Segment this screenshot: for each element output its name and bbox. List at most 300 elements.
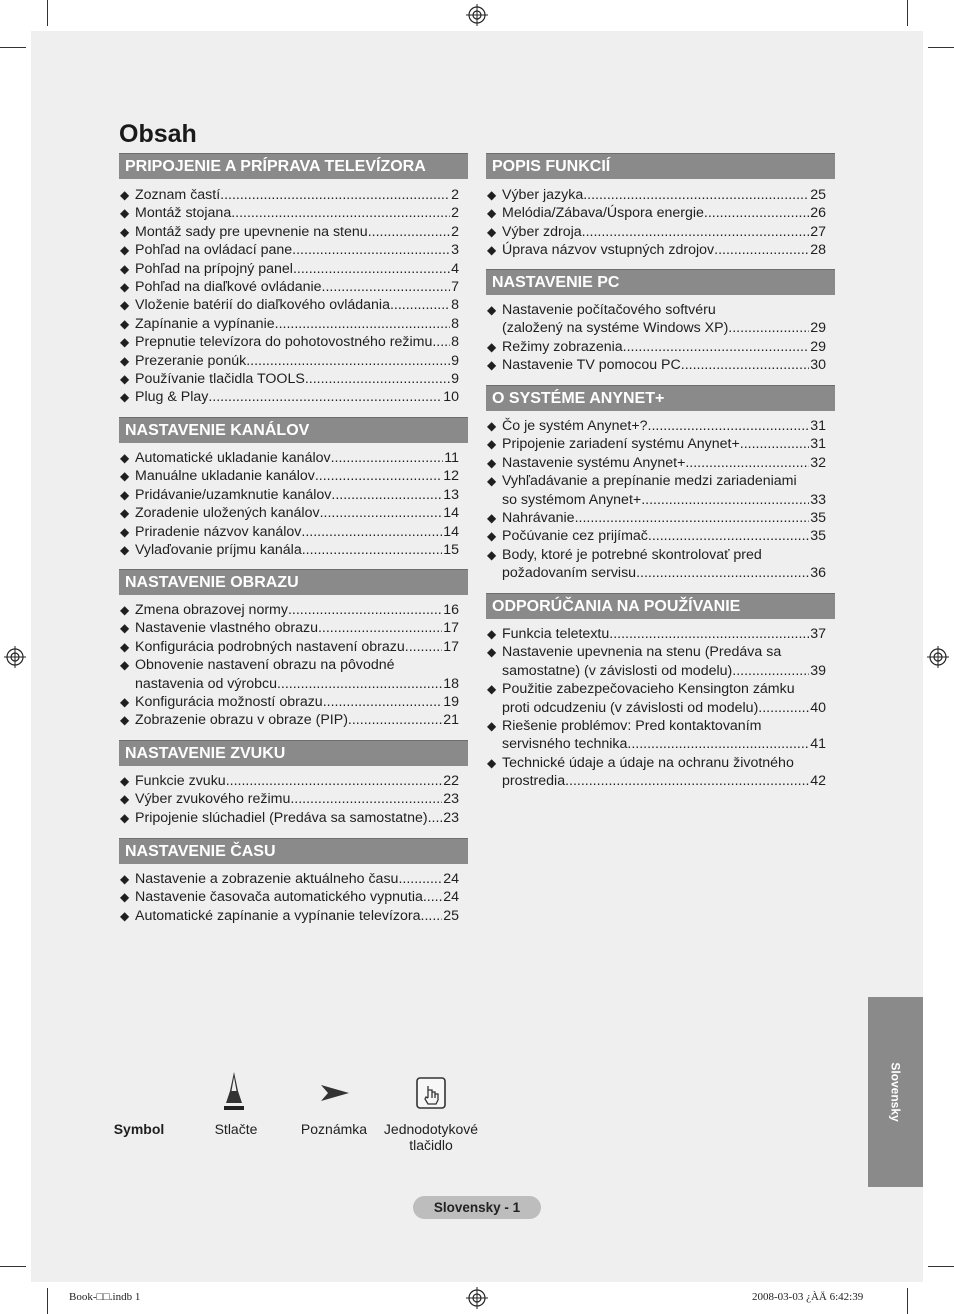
diamond-bullet-icon: ◆ <box>120 451 130 465</box>
toc-entry-text-wrap <box>135 260 459 278</box>
toc-entry <box>120 223 459 241</box>
toc-entry-title: Riešenie problémov: Pred kontaktovaním <box>502 718 762 735</box>
toc-entry <box>487 338 826 356</box>
toc-page-number: 9 <box>451 371 459 388</box>
toc-entry-text-wrap <box>135 790 459 808</box>
toc-entry-text-wrap <box>502 435 826 453</box>
toc-entry-text-wrap <box>135 315 459 333</box>
toc-entry-continuation <box>487 662 826 680</box>
toc-entry-title: Prepnutie televízora do pohotovostného režimu <box>135 334 433 351</box>
language-side-tab-label <box>868 997 923 1187</box>
toc-entry-text-wrap <box>135 486 459 504</box>
toc-list <box>487 625 826 791</box>
toc-page-number: 37 <box>810 626 826 642</box>
one-touch-label-line: tlačidlo <box>409 1137 453 1153</box>
toc-entry-text-wrap <box>135 809 459 827</box>
diamond-bullet-icon: ◆ <box>120 188 130 202</box>
dot-leader <box>758 699 809 717</box>
dot-leader <box>305 370 450 388</box>
toc-page-number: 25 <box>443 907 459 924</box>
dot-leader <box>728 319 809 337</box>
dot-leader <box>231 204 450 222</box>
diamond-bullet-icon: ◆ <box>487 547 497 562</box>
toc-entry-title: Zoradenie uložených kanálov <box>135 505 320 522</box>
dot-leader <box>732 662 809 680</box>
crop-mark <box>928 1266 954 1267</box>
diamond-bullet-icon: ◆ <box>487 206 497 221</box>
diamond-bullet-icon: ◆ <box>487 719 497 734</box>
toc-entry-title: Vylaďovanie príjmu kanála <box>135 542 302 559</box>
diamond-bullet-icon: ◆ <box>487 188 497 202</box>
toc-entry-title: Montáž stojana <box>135 205 232 222</box>
dot-leader <box>398 870 442 888</box>
dot-leader <box>208 388 442 406</box>
toc-page-number: 19 <box>443 694 459 711</box>
toc-entry-text-wrap <box>502 491 826 509</box>
toc-entry-title: Pohľad na prípojný panel <box>135 260 293 277</box>
one-touch-label <box>382 1121 480 1153</box>
dot-leader <box>421 907 443 925</box>
toc-entry-text-wrap <box>502 417 826 435</box>
toc-entry-text-wrap <box>502 509 826 527</box>
diamond-bullet-icon: ◆ <box>120 639 130 654</box>
dot-leader <box>331 486 442 504</box>
toc-entry-text-wrap <box>502 662 826 680</box>
dot-leader <box>641 491 809 509</box>
diamond-bullet-icon: ◆ <box>120 353 130 368</box>
toc-list <box>120 601 459 730</box>
toc-entry-title: Pripojenie slúchadiel (Predáva sa samostatne) <box>135 809 428 826</box>
crop-mark <box>0 47 26 48</box>
diamond-bullet-icon: ◆ <box>120 695 130 710</box>
toc-entry-text-wrap <box>502 356 826 374</box>
toc-entry-continuation <box>487 735 826 753</box>
toc-entry-title: Čo je systém Anynet+? <box>502 418 648 434</box>
diamond-bullet-icon: ◆ <box>120 372 130 387</box>
toc-entry-continuation <box>487 491 826 509</box>
toc-entry-title: Nastavenie časovača automatického vypnutia <box>135 889 423 906</box>
one-touch-button-icon <box>415 1076 447 1110</box>
toc-entry-text-wrap <box>502 625 826 643</box>
dot-leader <box>290 790 442 808</box>
toc-entry <box>487 754 826 772</box>
section-heading: NASTAVENIE ZVUKU <box>119 740 468 766</box>
dot-leader <box>627 735 809 753</box>
toc-entry-text-wrap <box>135 504 459 522</box>
toc-entry <box>120 370 459 388</box>
diamond-bullet-icon: ◆ <box>120 224 130 239</box>
toc-list <box>487 186 826 260</box>
diamond-bullet-icon: ◆ <box>487 243 497 258</box>
registration-mark-icon <box>466 1287 488 1309</box>
diamond-bullet-icon: ◆ <box>120 280 130 295</box>
diamond-bullet-icon: ◆ <box>120 298 130 313</box>
toc-entry-title: Pohľad na ovládací pane <box>135 242 293 259</box>
toc-entry-text-wrap <box>135 772 459 790</box>
toc-entry-text-wrap <box>502 643 826 661</box>
diamond-bullet-icon: ◆ <box>487 645 497 660</box>
toc-entry-text-wrap <box>502 527 826 545</box>
dot-leader <box>423 888 442 906</box>
toc-entry-title: Zapínanie a vypínanie <box>135 315 275 332</box>
toc-entry-text-wrap <box>135 656 459 674</box>
one-touch-label-line: Jednodotykové <box>383 1121 479 1137</box>
toc-entry-title: Nastavenie systému Anynet+ <box>502 454 686 471</box>
diamond-bullet-icon: ◆ <box>487 455 497 470</box>
toc-entry <box>120 388 459 406</box>
toc-entry <box>487 643 826 661</box>
toc-entry-text-wrap <box>135 693 459 711</box>
toc-entry-title: Plug & Play <box>135 389 209 406</box>
toc-entry <box>487 717 826 735</box>
toc-entry-text-wrap <box>135 541 459 559</box>
toc-entry-title: Zmena obrazovej normy <box>135 602 288 618</box>
dot-leader <box>740 435 809 453</box>
toc-entry-text-wrap <box>135 241 459 259</box>
section-heading: O SYSTÉME ANYNET+ <box>486 385 835 411</box>
toc-entry <box>487 435 826 453</box>
toc-entry-title: Prezeranie ponúk <box>135 352 247 369</box>
toc-entry-text-wrap <box>502 241 826 259</box>
toc-entry-title: Konfigurácia možností obrazu <box>135 694 323 711</box>
toc-entry-title: Nastavenie a zobrazenie aktuálneho času <box>135 871 399 887</box>
toc-entry <box>487 204 826 222</box>
toc-entry-title: Výber jazyka <box>502 187 584 203</box>
diamond-bullet-icon: ◆ <box>487 682 497 697</box>
diamond-bullet-icon <box>487 735 502 753</box>
toc-entry-title: Nastavenie počítačového softvéru <box>502 302 716 318</box>
toc-page-number: 36 <box>810 565 826 582</box>
toc-page-number: 25 <box>810 187 826 203</box>
diamond-bullet-icon: ◆ <box>120 543 130 558</box>
toc-entry <box>120 638 459 656</box>
toc-entry <box>487 509 826 527</box>
dot-leader <box>714 241 809 259</box>
print-slug-left: Book-□□.indb 1 <box>69 1291 141 1303</box>
toc-entry-title: Pridávanie/uzamknutie kanálov <box>135 486 332 503</box>
diamond-bullet-icon <box>120 675 135 693</box>
toc-page-number: 23 <box>443 791 459 808</box>
diamond-bullet-icon: ◆ <box>120 261 130 276</box>
toc-page-number: 2 <box>451 205 459 222</box>
toc-entry-title: Nastavenie vlastného obrazu <box>135 620 318 637</box>
diamond-bullet-icon: ◆ <box>120 206 130 221</box>
diamond-bullet-icon: ◆ <box>487 303 497 317</box>
toc-entry <box>120 260 459 278</box>
dot-leader <box>315 467 442 485</box>
toc-entry-text-wrap <box>135 223 459 241</box>
toc-entry-text-wrap <box>135 675 459 693</box>
toc-page-number: 39 <box>810 662 826 679</box>
toc-entry-title: Nahrávanie <box>502 510 575 527</box>
diamond-bullet-icon: ◆ <box>487 755 497 770</box>
toc-page-number: 26 <box>810 205 826 222</box>
toc-entry <box>120 241 459 259</box>
diamond-bullet-icon: ◆ <box>120 243 130 258</box>
toc-entry-title: Automatické zapínanie a vypínanie televízora <box>135 907 421 924</box>
diamond-bullet-icon: ◆ <box>120 810 130 825</box>
diamond-bullet-icon <box>487 564 502 582</box>
section-heading: NASTAVENIE KANÁLOV <box>119 417 468 443</box>
toc-entry-text-wrap <box>135 523 459 541</box>
dot-leader <box>301 523 442 541</box>
toc-page-number: 17 <box>443 638 459 655</box>
toc-page-number: 9 <box>451 352 459 369</box>
diamond-bullet-icon <box>487 319 502 337</box>
dot-leader <box>292 241 450 259</box>
toc-entry-text-wrap <box>135 467 459 485</box>
toc-page-number: 24 <box>443 889 459 906</box>
diamond-bullet-icon: ◆ <box>120 524 130 539</box>
toc-entry <box>120 907 459 925</box>
diamond-bullet-icon: ◆ <box>120 890 130 905</box>
toc-page-number: 13 <box>443 486 459 503</box>
toc-entry-text-wrap <box>135 370 459 388</box>
toc-entry-continuation <box>487 772 826 790</box>
toc-page-number: 14 <box>443 523 459 540</box>
toc-entry-text-wrap <box>502 735 826 753</box>
dot-leader <box>302 541 443 559</box>
dot-leader <box>318 619 442 637</box>
dot-leader <box>277 675 442 693</box>
toc-page-number: 17 <box>443 620 459 637</box>
crop-mark <box>47 0 48 26</box>
toc-entry <box>120 619 459 637</box>
section-heading: POPIS FUNKCIÍ <box>486 153 835 179</box>
dot-leader <box>704 204 809 222</box>
toc-page-number: 8 <box>451 334 459 351</box>
toc-page-number: 10 <box>443 389 459 406</box>
diamond-bullet-icon: ◆ <box>120 713 130 728</box>
diamond-bullet-icon: ◆ <box>487 358 497 373</box>
toc-entry <box>120 449 459 467</box>
toc-entry <box>120 541 459 559</box>
toc-entry-text-wrap <box>135 638 459 656</box>
diamond-bullet-icon: ◆ <box>120 506 130 521</box>
toc-entry <box>487 356 826 374</box>
diamond-bullet-icon: ◆ <box>487 437 497 452</box>
toc-entry-title: Technické údaje a údaje na ochranu životného <box>502 754 794 771</box>
toc-page-number: 18 <box>443 675 459 692</box>
dot-leader <box>220 186 450 204</box>
toc-entry-text-wrap <box>502 754 826 772</box>
toc-page-number: 35 <box>810 528 826 545</box>
diamond-bullet-icon: ◆ <box>487 474 497 489</box>
toc-entry-title: Zoznam častí <box>135 187 221 203</box>
toc-entry <box>487 680 826 698</box>
toc-page-number: 2 <box>451 223 459 240</box>
toc-page-number: 7 <box>451 279 459 296</box>
toc-entry <box>120 315 459 333</box>
diamond-bullet-icon <box>487 662 502 680</box>
toc-list <box>487 417 826 583</box>
diamond-bullet-icon: ◆ <box>487 627 497 641</box>
toc-page-number: 21 <box>443 712 459 729</box>
toc-page-number: 23 <box>443 809 459 826</box>
page-title: Obsah <box>119 120 197 148</box>
toc-entry <box>487 527 826 545</box>
section-heading: ODPORÚČANIA NA POUŽÍVANIE <box>486 593 835 619</box>
toc-entry <box>487 472 826 490</box>
diamond-bullet-icon: ◆ <box>120 774 130 788</box>
toc-list <box>120 186 459 407</box>
toc-entry-title: Vyhľadávanie a prepínanie medzi zariadeniami <box>502 473 797 490</box>
toc-entry <box>487 546 826 564</box>
toc-page-number: 29 <box>810 320 826 337</box>
note-icon <box>320 1084 350 1102</box>
diamond-bullet-icon: ◆ <box>120 908 130 923</box>
toc-entry <box>120 504 459 522</box>
note-label: Poznámka <box>300 1121 368 1137</box>
toc-entry-text-wrap <box>502 338 826 356</box>
crop-mark <box>907 0 908 26</box>
toc-entry-title: Používanie tlačidla TOOLS <box>135 371 305 388</box>
dot-leader <box>288 601 442 619</box>
toc-page-number: 8 <box>451 297 459 314</box>
symbol-heading: Symbol <box>113 1121 165 1137</box>
toc-entry <box>120 186 459 204</box>
diamond-bullet-icon: ◆ <box>120 487 130 502</box>
registration-mark-icon <box>927 646 949 668</box>
toc-entry-text-wrap <box>502 680 826 698</box>
diamond-bullet-icon: ◆ <box>487 419 497 433</box>
toc-entry-text-wrap <box>135 619 459 637</box>
toc-entry-title: Zobrazenie obrazu v obraze (PIP) <box>135 712 348 729</box>
toc-entry-title: Úprava názvov vstupných zdrojov <box>502 242 715 259</box>
toc-entry-title: Montáž sady pre upevnenie na stenu <box>135 223 368 240</box>
page-number-badge: Slovensky - 1 <box>413 1196 541 1219</box>
registration-mark-icon <box>4 646 26 668</box>
toc-entry <box>120 772 459 790</box>
dot-leader <box>648 527 809 545</box>
toc-entry-title: so systémom Anynet+ <box>502 491 642 508</box>
diamond-bullet-icon: ◆ <box>487 529 497 544</box>
toc-entry-text-wrap <box>502 546 826 564</box>
toc-page-number: 35 <box>810 510 826 527</box>
toc-entry-title: samostatne) (v závislosti od modelu) <box>502 662 733 679</box>
toc-entry-title: nastavenia od výrobcu <box>135 675 277 692</box>
toc-page-number: 27 <box>810 223 826 240</box>
toc-entry <box>487 223 826 241</box>
diamond-bullet-icon: ◆ <box>120 390 130 405</box>
toc-entry-text-wrap <box>135 204 459 222</box>
diamond-bullet-icon: ◆ <box>487 511 497 526</box>
toc-entry-title: Automatické ukladanie kanálov <box>135 450 331 466</box>
toc-entry-continuation <box>120 675 459 693</box>
toc-entry-title: servisného technika <box>502 736 628 753</box>
toc-entry-text-wrap <box>502 699 826 717</box>
toc-entry <box>120 486 459 504</box>
toc-page-number: 12 <box>443 468 459 485</box>
dot-leader <box>636 564 809 582</box>
toc-list <box>120 870 459 925</box>
toc-page-number: 4 <box>451 260 459 277</box>
dot-leader <box>428 809 443 827</box>
toc-page-number: 30 <box>810 357 826 374</box>
toc-entry-text-wrap <box>502 204 826 222</box>
toc-entry-text-wrap <box>135 352 459 370</box>
toc-entry-title: Body, ktoré je potrebné skontrolovať pred <box>502 546 762 563</box>
toc-page-number: 40 <box>810 699 826 716</box>
toc-entry-title: Výber zdroja <box>502 223 582 240</box>
dot-leader <box>575 509 810 527</box>
toc-entry-text-wrap <box>135 601 459 619</box>
dot-leader <box>322 278 451 296</box>
toc-entry <box>487 454 826 472</box>
diamond-bullet-icon: ◆ <box>120 792 130 807</box>
dot-leader <box>323 693 443 711</box>
toc-entry <box>120 278 459 296</box>
crop-mark <box>47 1288 48 1314</box>
dot-leader <box>582 223 810 241</box>
dot-leader <box>368 223 450 241</box>
diamond-bullet-icon: ◆ <box>487 224 497 239</box>
dot-leader <box>405 638 442 656</box>
toc-entry-text-wrap <box>502 319 826 337</box>
diamond-bullet-icon <box>487 491 502 509</box>
registration-mark-icon <box>466 4 488 26</box>
diamond-bullet-icon: ◆ <box>120 335 130 350</box>
toc-page-number: 3 <box>451 242 459 259</box>
dot-leader <box>685 454 809 472</box>
toc-entry-title: Výber zvukového režimu <box>135 791 291 808</box>
toc-entry <box>120 333 459 351</box>
toc-page-number: 28 <box>810 242 826 259</box>
toc-entry <box>120 870 459 888</box>
press-label: Stlačte <box>214 1121 258 1137</box>
toc-entry-title: Pripojenie zariadení systému Anynet+ <box>502 436 740 453</box>
toc-page-number: 2 <box>451 187 459 203</box>
toc-list <box>120 449 459 559</box>
toc-entry <box>487 417 826 435</box>
toc-entry-text-wrap <box>502 772 826 790</box>
toc-entry-title: Priradenie názvov kanálov <box>135 523 302 540</box>
toc-entry-text-wrap <box>502 223 826 241</box>
toc-entry-continuation <box>487 564 826 582</box>
dot-leader <box>246 352 450 370</box>
press-icon <box>222 1071 246 1115</box>
toc-entry <box>120 467 459 485</box>
toc-entry <box>120 711 459 729</box>
toc-page-number: 16 <box>443 602 459 618</box>
toc-entry <box>487 301 826 319</box>
toc-page-number: 31 <box>810 436 826 453</box>
toc-entry-text-wrap <box>135 333 459 351</box>
toc-page-number: 42 <box>810 773 826 790</box>
diamond-bullet-icon: ◆ <box>120 316 130 331</box>
dot-leader <box>348 711 442 729</box>
toc-entry <box>120 656 459 674</box>
toc-list <box>120 772 459 827</box>
toc-page-number: 24 <box>443 871 459 887</box>
toc-entry-text-wrap <box>502 717 826 735</box>
diamond-bullet-icon <box>487 699 502 717</box>
toc-page-number: 22 <box>443 773 459 789</box>
dot-leader <box>320 504 443 522</box>
toc-entry-continuation <box>487 319 826 337</box>
dot-leader <box>609 625 809 643</box>
toc-entry-title: Počúvanie cez prijímač <box>502 528 648 545</box>
toc-entry-title: Obnovenie nastavení obrazu na pôvodné <box>135 657 395 674</box>
toc-entry-title: proti odcudzeniu (v závislosti od modelu) <box>502 699 759 716</box>
dot-leader <box>583 186 809 204</box>
toc-entry <box>120 296 459 314</box>
dot-leader <box>623 338 810 356</box>
toc-entry-continuation <box>487 699 826 717</box>
dot-leader <box>681 356 809 374</box>
diamond-bullet-icon: ◆ <box>120 621 130 636</box>
toc-entry-title: Pohľad na diaľkové ovládanie <box>135 279 322 296</box>
